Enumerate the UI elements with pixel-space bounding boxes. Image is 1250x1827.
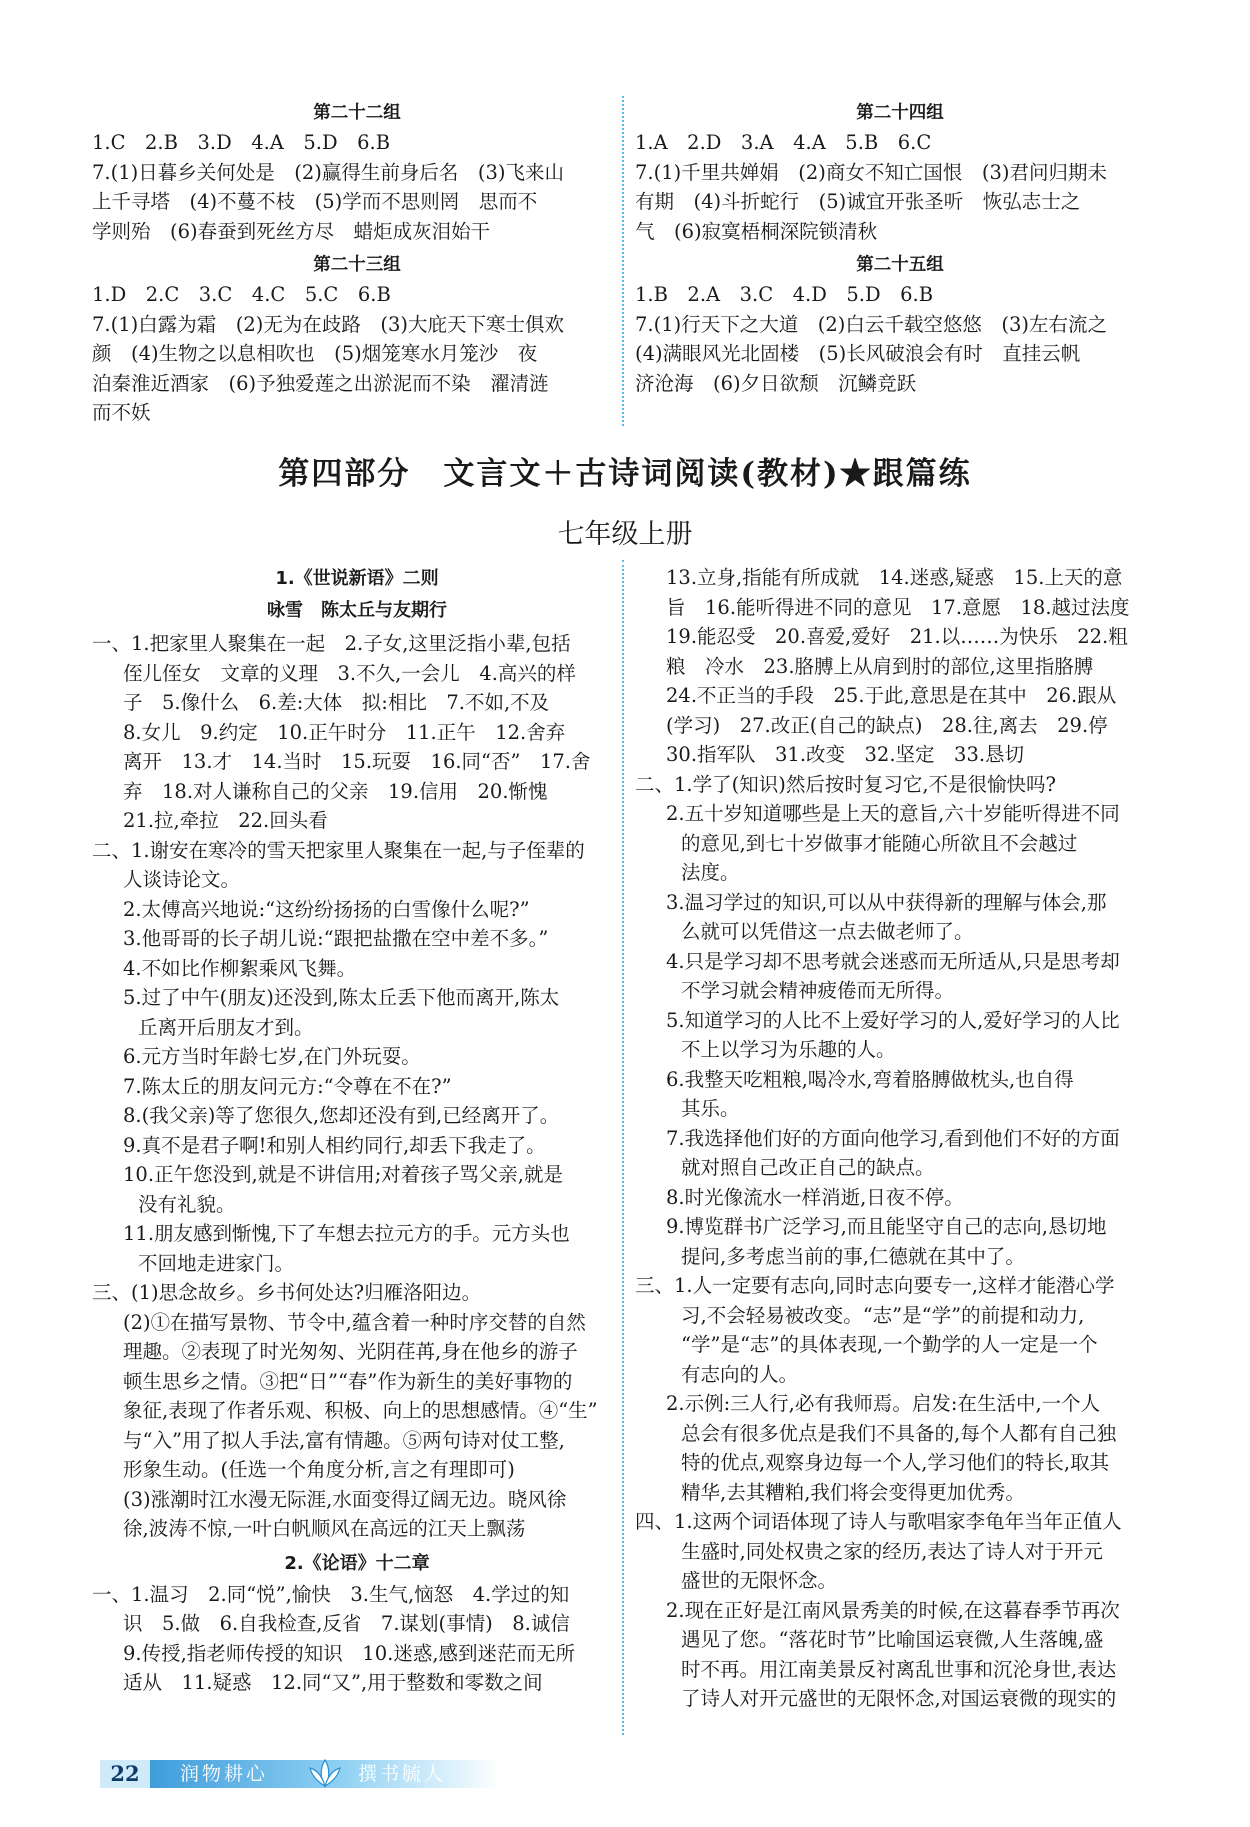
page-number: 22 <box>100 1760 150 1788</box>
answer-line: 1.D 2.C 3.C 4.C 5.C 6.B <box>92 283 391 306</box>
main-column-divider <box>622 560 624 1735</box>
answer-line: 形象生动。(任选一个角度分析,言之有理即可) <box>123 1458 515 1481</box>
answer-line: 9.传授,指老师传授的知识 10.迷惑,感到迷茫而无所 <box>123 1641 576 1665</box>
answer-line: 子 5.像什么 6.差:大体 拟:相比 7.不如,不及 <box>123 691 550 714</box>
answer-line: 不回地走进家门。 <box>138 1251 295 1275</box>
footer-right-text: 撰书毓人 <box>358 1763 447 1785</box>
answer-line: 丘离开后朋友才到。 <box>138 1015 314 1039</box>
answer-line: 特的优点,观察身边每一个人,学习他们的特长,取其 <box>681 1451 1110 1474</box>
answer-line: 就对照自己改正自己的缺点。 <box>681 1156 935 1179</box>
answer-line: 30.指军队 31.改变 32.坚定 33.恳切 <box>666 743 1025 766</box>
group-22-title: 第二十二组 <box>313 103 401 123</box>
top-right-column <box>635 98 1165 398</box>
answer-line: 2.太傅高兴地说:“这纷纷扬扬的白雪像什么呢?” <box>123 897 530 921</box>
answer-line: 识 5.做 6.自我检查,反省 7.谋划(事情) 8.诚信 <box>123 1612 570 1635</box>
answer-line: 徐,波涛不惊,一叶白帆顺风在高远的江天上飘荡 <box>123 1517 526 1540</box>
answer-line: 法度。 <box>681 861 740 884</box>
answer-line: 气 (6)寂寞梧桐深院锁清秋 <box>635 219 878 243</box>
answer-line: (4)满眼风光北固楼 (5)长风破浪会有时 直挂云帆 <box>635 342 1081 365</box>
answer-line: 24.不正当的手段 25.于此,意思是在其中 26.跟从 <box>666 684 1117 707</box>
answer-line: 提问,多考虑当前的事,仁德就在其中了。 <box>681 1244 1025 1268</box>
answer-line: 弃 18.对人谦称自己的父亲 19.信用 20.惭愧 <box>123 779 548 803</box>
answer-line: (3)涨潮时江水漫无际涯,水面变得辽阔无边。晓风徐 <box>123 1487 567 1511</box>
answer-line: 三、(1)思念故乡。乡书何处达?归雁洛阳边。 <box>92 1281 482 1304</box>
answer-line: 4.不如比作柳絮乘风飞舞。 <box>123 956 357 980</box>
answer-line: 7.(1)行天下之大道 (2)白云千载空悠悠 (3)左右流之 <box>635 312 1107 336</box>
main-left-column <box>92 563 622 1698</box>
answer-line: 其乐。 <box>681 1097 740 1120</box>
answer-line: 4.只是学习却不思考就会迷惑而无所适从,只是思考却 <box>666 949 1120 973</box>
article-1-subtitle: 咏雪 陈太丘与友期行 <box>267 600 447 621</box>
answer-line: 不学习就会精神疲倦而无所得。 <box>681 979 955 1002</box>
answer-line: 不上以学习为乐趣的人。 <box>681 1038 896 1061</box>
answer-line: 三、1.人一定要有志向,同时志向要专一,这样才能潜心学 <box>635 1274 1115 1297</box>
answer-line: 2.现在正好是江南风景秀美的时候,在这暮春季节再次 <box>666 1598 1120 1622</box>
answer-line: 10.正午您没到,就是不讲信用;对着孩子骂父亲,就是 <box>123 1163 563 1186</box>
answer-line: (2)①在描写景物、节令中,蕴含着一种时序交替的自然 <box>123 1310 586 1334</box>
answer-line: 有志向的人。 <box>681 1362 799 1386</box>
answer-line: 2.五十岁知道哪些是上天的意旨,六十岁能听得进不同 <box>666 802 1120 825</box>
answer-line: “学”是“志”的具体表现,一个勤学的人一定是一个 <box>681 1333 1098 1356</box>
answer-line: 9.博览群书广泛学习,而且能坚守自己的志向,恳切地 <box>666 1215 1107 1238</box>
answer-line: 泊秦淮近酒家 (6)予独爱莲之出淤泥而不染 濯清涟 <box>92 371 549 395</box>
article-1-answers <box>92 629 622 1544</box>
answer-line: 19.能忍受 20.喜爱,爱好 21.以……为快乐 22.粗 <box>666 625 1128 648</box>
answer-line: 二、1.学了(知识)然后按时复习它,不是很愉快吗? <box>635 772 1056 796</box>
answer-line: 遇见了您。“落花时节”比喻国运衰微,人生落魄,盛 <box>681 1628 1104 1651</box>
answer-line: 一、1.温习 2.同“悦”,愉快 3.生气,恼怒 4.学过的知 <box>92 1582 570 1606</box>
answer-line: 7.(1)千里共婵娟 (2)商女不知亡国恨 (3)君问归期未 <box>635 160 1107 184</box>
answer-line: 5.过了中午(朋友)还没到,陈太丘丢下他而离开,陈太 <box>123 986 560 1009</box>
answer-line: 7.(1)白露为霜 (2)无为在歧路 (3)大庇天下寒士俱欢 <box>92 312 564 336</box>
answer-line: 盛世的无限怀念。 <box>681 1569 838 1592</box>
answer-line: 与“入”用了拟人手法,富有情趣。⑤两句诗对仗工整, <box>123 1428 565 1452</box>
answer-line: 理趣。②表现了时光匆匆、光阴荏苒,身在他乡的游子 <box>123 1340 578 1363</box>
answer-line: 象征,表现了作者乐观、积极、向上的思想感情。④“生” <box>123 1399 598 1422</box>
main-right-column <box>635 563 1175 1714</box>
answer-line: 7.陈太丘的朋友问元方:“令尊在不在?” <box>123 1074 452 1098</box>
answer-line: 而不妖 <box>92 401 151 424</box>
part-title: 第四部分 文言文＋古诗词阅读(教材)★跟篇练 <box>278 456 972 492</box>
answer-line: 精华,去其糟粕,我们将会变得更加优秀。 <box>681 1480 1025 1504</box>
answer-line: 6.我整天吃粗粮,喝冷水,弯着胳膊做枕头,也自得 <box>666 1067 1074 1091</box>
answer-line: 上千寻塔 (4)不蔓不枝 (5)学而不思则罔 思而不 <box>92 190 538 213</box>
answer-line: 总会有很多优点是我们不具备的,每个人都有自己独 <box>681 1421 1117 1445</box>
answer-line: 了诗人对开元盛世的无限怀念,对国运衰微的现实的 <box>681 1687 1117 1710</box>
answer-line: 9.真不是君子啊!和别人相约同行,却丢下我走了。 <box>123 1133 546 1157</box>
answer-line: 8.女儿 9.约定 10.正午时分 11.正午 12.舍弃 <box>123 720 566 744</box>
answer-line: 粮 冷水 23.胳膊上从肩到肘的部位,这里指胳膊 <box>666 654 1094 678</box>
answer-line: 四、1.这两个词语体现了诗人与歌唱家李龟年当年正值人 <box>635 1510 1122 1533</box>
answer-line: 3.他哥哥的长子胡儿说:“跟把盐撒在空中差不多。” <box>123 927 549 950</box>
answer-line: 离开 13.才 14.当时 15.玩耍 16.同“否” 17.舍 <box>123 750 591 773</box>
article-2-answers-continued <box>635 563 1175 1714</box>
answer-line: 11.朋友感到惭愧,下了车想去拉元方的手。元方头也 <box>123 1222 570 1245</box>
answer-line: 济沧海 (6)夕日欲颓 沉鳞竞跃 <box>635 371 917 395</box>
answer-line: 有期 (4)斗折蛇行 (5)诚宜开张圣听 恢弘志士之 <box>635 190 1081 213</box>
answer-line: 2.示例:三人行,必有我师焉。启发:在生活中,一个人 <box>666 1392 1101 1415</box>
answer-line: 8.时光像流水一样消逝,日夜不停。 <box>666 1185 964 1209</box>
page-footer <box>100 1756 500 1790</box>
top-column-divider <box>622 96 624 426</box>
answer-line: 13.立身,指能有所成就 14.迷惑,疑惑 15.上天的意 <box>666 566 1123 589</box>
group-24-answers <box>635 128 1165 246</box>
article-2-title: 2.《论语》十二章 <box>284 1552 430 1574</box>
answer-line: 7.(1)日暮乡关何处是 (2)赢得生前身后名 (3)飞来山 <box>92 160 564 184</box>
grade-title: 七年级上册 <box>557 519 693 550</box>
answer-line: 没有礼貌。 <box>138 1192 236 1216</box>
answer-line: 么就可以凭借这一点去做老师了。 <box>681 920 974 943</box>
answer-line: 习,不会轻易被改变。“志”是“学”的前提和动力, <box>681 1303 1085 1327</box>
answer-line: 1.A 2.D 3.A 4.A 5.B 6.C <box>635 131 932 154</box>
footer-left-text: 润物耕心 <box>180 1763 269 1785</box>
answer-line: 学则殆 (6)春蚕到死丝方尽 蜡炬成灰泪始干 <box>92 219 491 243</box>
group-24-title: 第二十四组 <box>856 103 944 123</box>
lotus-icon <box>304 1756 346 1790</box>
article-2-answers <box>92 1580 622 1698</box>
answer-line: 5.知道学习的人比不上爱好学习的人,爱好学习的人比 <box>666 1008 1120 1032</box>
answer-line: 旨 16.能听得进不同的意见 17.意愿 18.越过法度 <box>666 595 1130 619</box>
answer-line: 21.拉,牵拉 22.回头看 <box>123 809 328 832</box>
group-25-answers <box>635 280 1165 398</box>
answer-line: 时不再。用江南美景反衬离乱世事和沉沦身世,表达 <box>681 1657 1117 1681</box>
group-25-title: 第二十五组 <box>856 255 944 275</box>
top-left-column <box>92 98 622 428</box>
article-1-title: 1.《世说新语》二则 <box>275 568 439 589</box>
answer-line: 6.元方当时年龄七岁,在门外玩耍。 <box>123 1045 421 1068</box>
answer-line: 8.(我父亲)等了您很久,您却还没有到,已经离开了。 <box>123 1104 560 1127</box>
group-22-answers <box>92 128 622 246</box>
group-23-answers <box>92 280 622 428</box>
group-23-title: 第二十三组 <box>313 255 401 275</box>
answer-line: 1.B 2.A 3.C 4.D 5.D 6.B <box>635 283 934 306</box>
answer-line: 1.C 2.B 3.D 4.A 5.D 6.B <box>92 131 391 154</box>
answer-line: 颜 (4)生物之以息相吹也 (5)烟笼寒水月笼沙 夜 <box>92 342 538 365</box>
answer-line: 二、1.谢安在寒冷的雪天把家里人聚集在一起,与子侄辈的 <box>92 838 585 862</box>
answer-line: 生盛时,同处权贵之家的经历,表达了诗人对于开元 <box>681 1539 1103 1563</box>
answer-line: 7.我选择他们好的方面向他学习,看到他们不好的方面 <box>666 1126 1120 1150</box>
answer-line: 适从 11.疑惑 12.同“又”,用于整数和零数之间 <box>123 1671 543 1694</box>
answer-line: 人谈诗论文。 <box>123 868 241 891</box>
answer-line: 的意见,到七十岁做事才能随心所欲且不会越过 <box>681 831 1078 855</box>
answer-line: 3.温习学过的知识,可以从中获得新的理解与体会,那 <box>666 890 1107 914</box>
answer-line: 顿生思乡之情。③把“日”“春”作为新生的美好事物的 <box>123 1369 573 1393</box>
answer-line: (学习) 27.改正(自己的缺点) 28.往,离去 29.停 <box>666 713 1108 737</box>
answer-line: 一、1.把家里人聚集在一起 2.子女,这里泛指小辈,包括 <box>92 632 571 655</box>
answer-line: 侄儿侄女 文章的义理 3.不久,一会儿 4.高兴的样 <box>123 661 576 685</box>
